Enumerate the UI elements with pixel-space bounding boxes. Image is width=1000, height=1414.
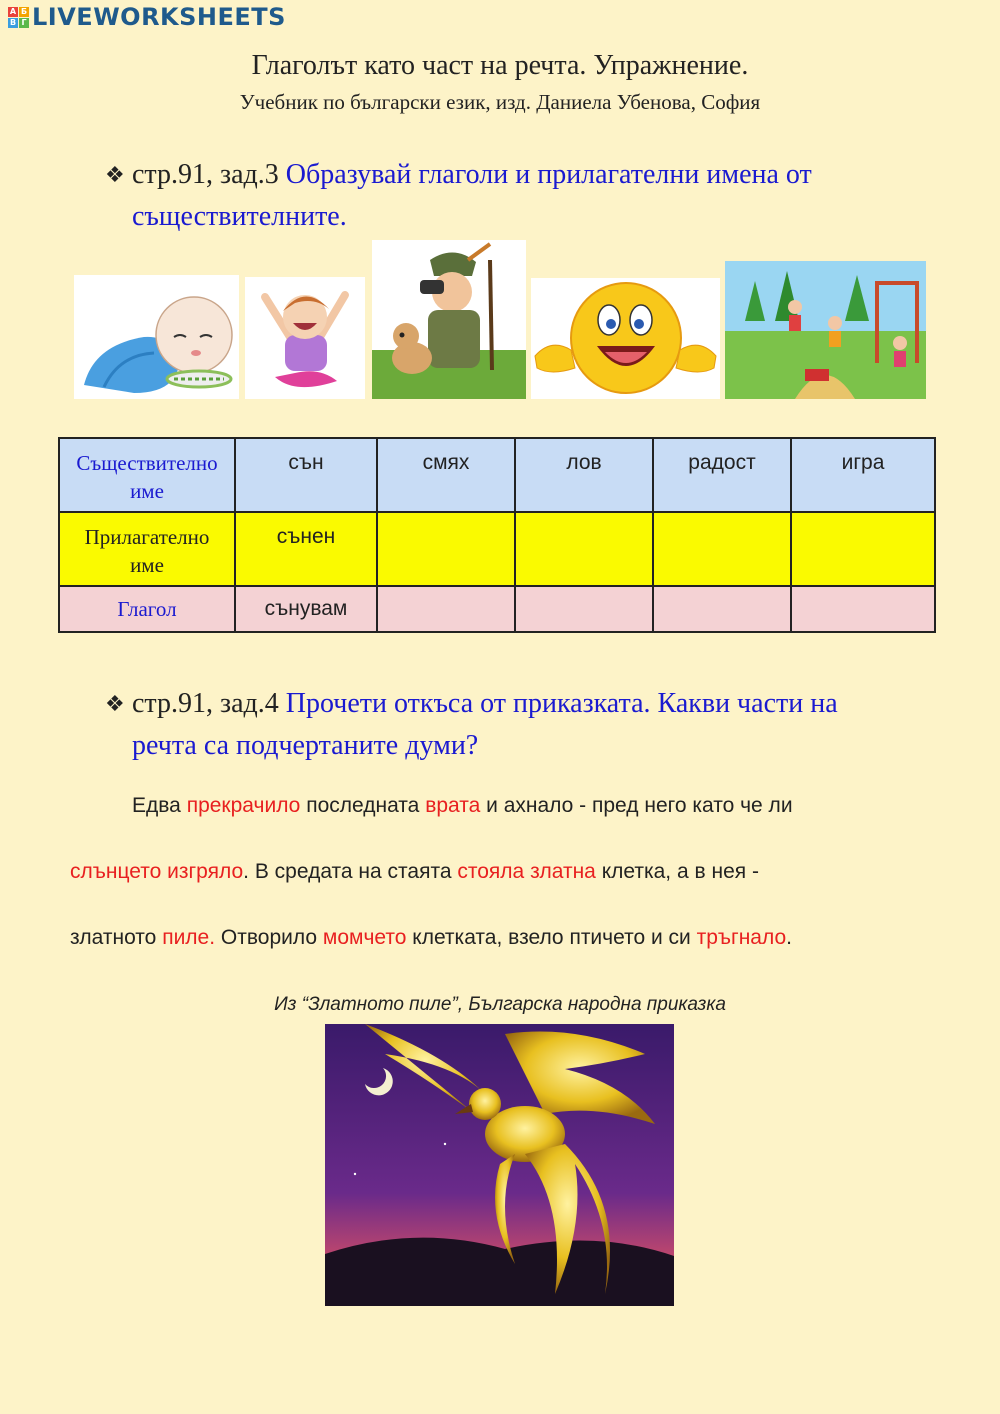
logo-letter: В <box>9 17 17 27</box>
table-cell: лов <box>515 438 653 512</box>
laughing-child-image <box>245 277 365 399</box>
story-text: последната <box>300 794 426 817</box>
table-row-verb <box>59 586 935 632</box>
story-line-2 <box>70 860 930 884</box>
highlighted-word: пиле. <box>162 926 216 949</box>
logo-letter: Г <box>19 18 29 28</box>
highlighted-word: златна <box>530 860 596 883</box>
story-text: клетката, взело птичето и си <box>406 926 697 949</box>
story-text: . <box>786 926 792 949</box>
table-cell: сънувам <box>235 586 377 632</box>
answer-input[interactable] <box>377 586 515 632</box>
story-text: . В средата на стаята <box>243 860 458 883</box>
logo-blocks-icon <box>8 7 29 28</box>
table-cell: сънен <box>235 512 377 586</box>
story-text: Едва <box>132 794 187 817</box>
task-reference: стр.91, зад.3 <box>132 159 279 190</box>
highlighted-word: момчето <box>322 926 407 949</box>
logo-letter: А <box>9 6 17 16</box>
bullet-icon: ❖ <box>105 162 125 187</box>
table-row-adjective <box>59 512 935 586</box>
answer-input[interactable] <box>653 512 791 586</box>
highlighted-word: прекрачило <box>186 794 301 817</box>
page-subtitle: Учебник по български език, изд. Даниела Убенова, София <box>239 90 761 114</box>
table-cell: игра <box>791 438 935 512</box>
story-text: и ахнало - пред него като че ли <box>480 794 793 817</box>
row-label-verb: Глагол <box>59 586 235 632</box>
task-4 <box>105 683 905 767</box>
highlighted-word: стояла <box>457 860 525 883</box>
answer-input[interactable] <box>653 586 791 632</box>
page-title: Глаголът като част на речта. Упражнение. <box>251 50 749 81</box>
row-label-noun: Съществително име <box>59 438 235 512</box>
highlighted-word: слънцето изгряло <box>70 860 244 883</box>
hunter-with-dog-image <box>372 240 526 399</box>
task-3 <box>105 154 905 238</box>
liveworksheets-logo[interactable] <box>8 4 286 30</box>
sleeping-baby-image <box>74 275 239 399</box>
story-text: клетка, а в нея - <box>595 860 759 883</box>
table-row-noun <box>59 438 935 512</box>
answer-input[interactable] <box>515 512 653 586</box>
golden-bird-image <box>325 1024 674 1306</box>
story-line-3 <box>70 926 930 950</box>
task-instruction: Образувай глаголи и прилагателни имена от съществителните. <box>132 159 812 232</box>
answer-input[interactable] <box>515 586 653 632</box>
story-text: златното <box>70 926 163 949</box>
table-cell: смях <box>377 438 515 512</box>
story-text: Отворило <box>215 926 323 949</box>
task-reference: стр.91, зад.4 <box>132 688 279 719</box>
answer-input[interactable] <box>377 512 515 586</box>
word-formation-table <box>58 437 936 633</box>
bullet-icon: ❖ <box>105 691 125 716</box>
highlighted-word: врата <box>425 794 481 817</box>
story-line-1 <box>132 794 992 818</box>
logo-letter: Б <box>20 6 28 16</box>
children-playing-image <box>725 261 926 399</box>
answer-input[interactable] <box>791 512 935 586</box>
highlighted-word: тръгнало <box>696 926 787 949</box>
story-source: Из “Златното пиле”, Българска народна приказка <box>274 994 726 1015</box>
table-cell: радост <box>653 438 791 512</box>
laughing-smiley-image <box>531 278 720 399</box>
table-cell: сън <box>235 438 377 512</box>
task-instruction: Прочети откъса от приказката. Какви части на речта са подчертаните думи? <box>132 688 838 761</box>
logo-text: LIVEWORKSHEETS <box>32 3 286 31</box>
row-label-adjective: Прилагателно име <box>59 512 235 586</box>
answer-input[interactable] <box>791 586 935 632</box>
